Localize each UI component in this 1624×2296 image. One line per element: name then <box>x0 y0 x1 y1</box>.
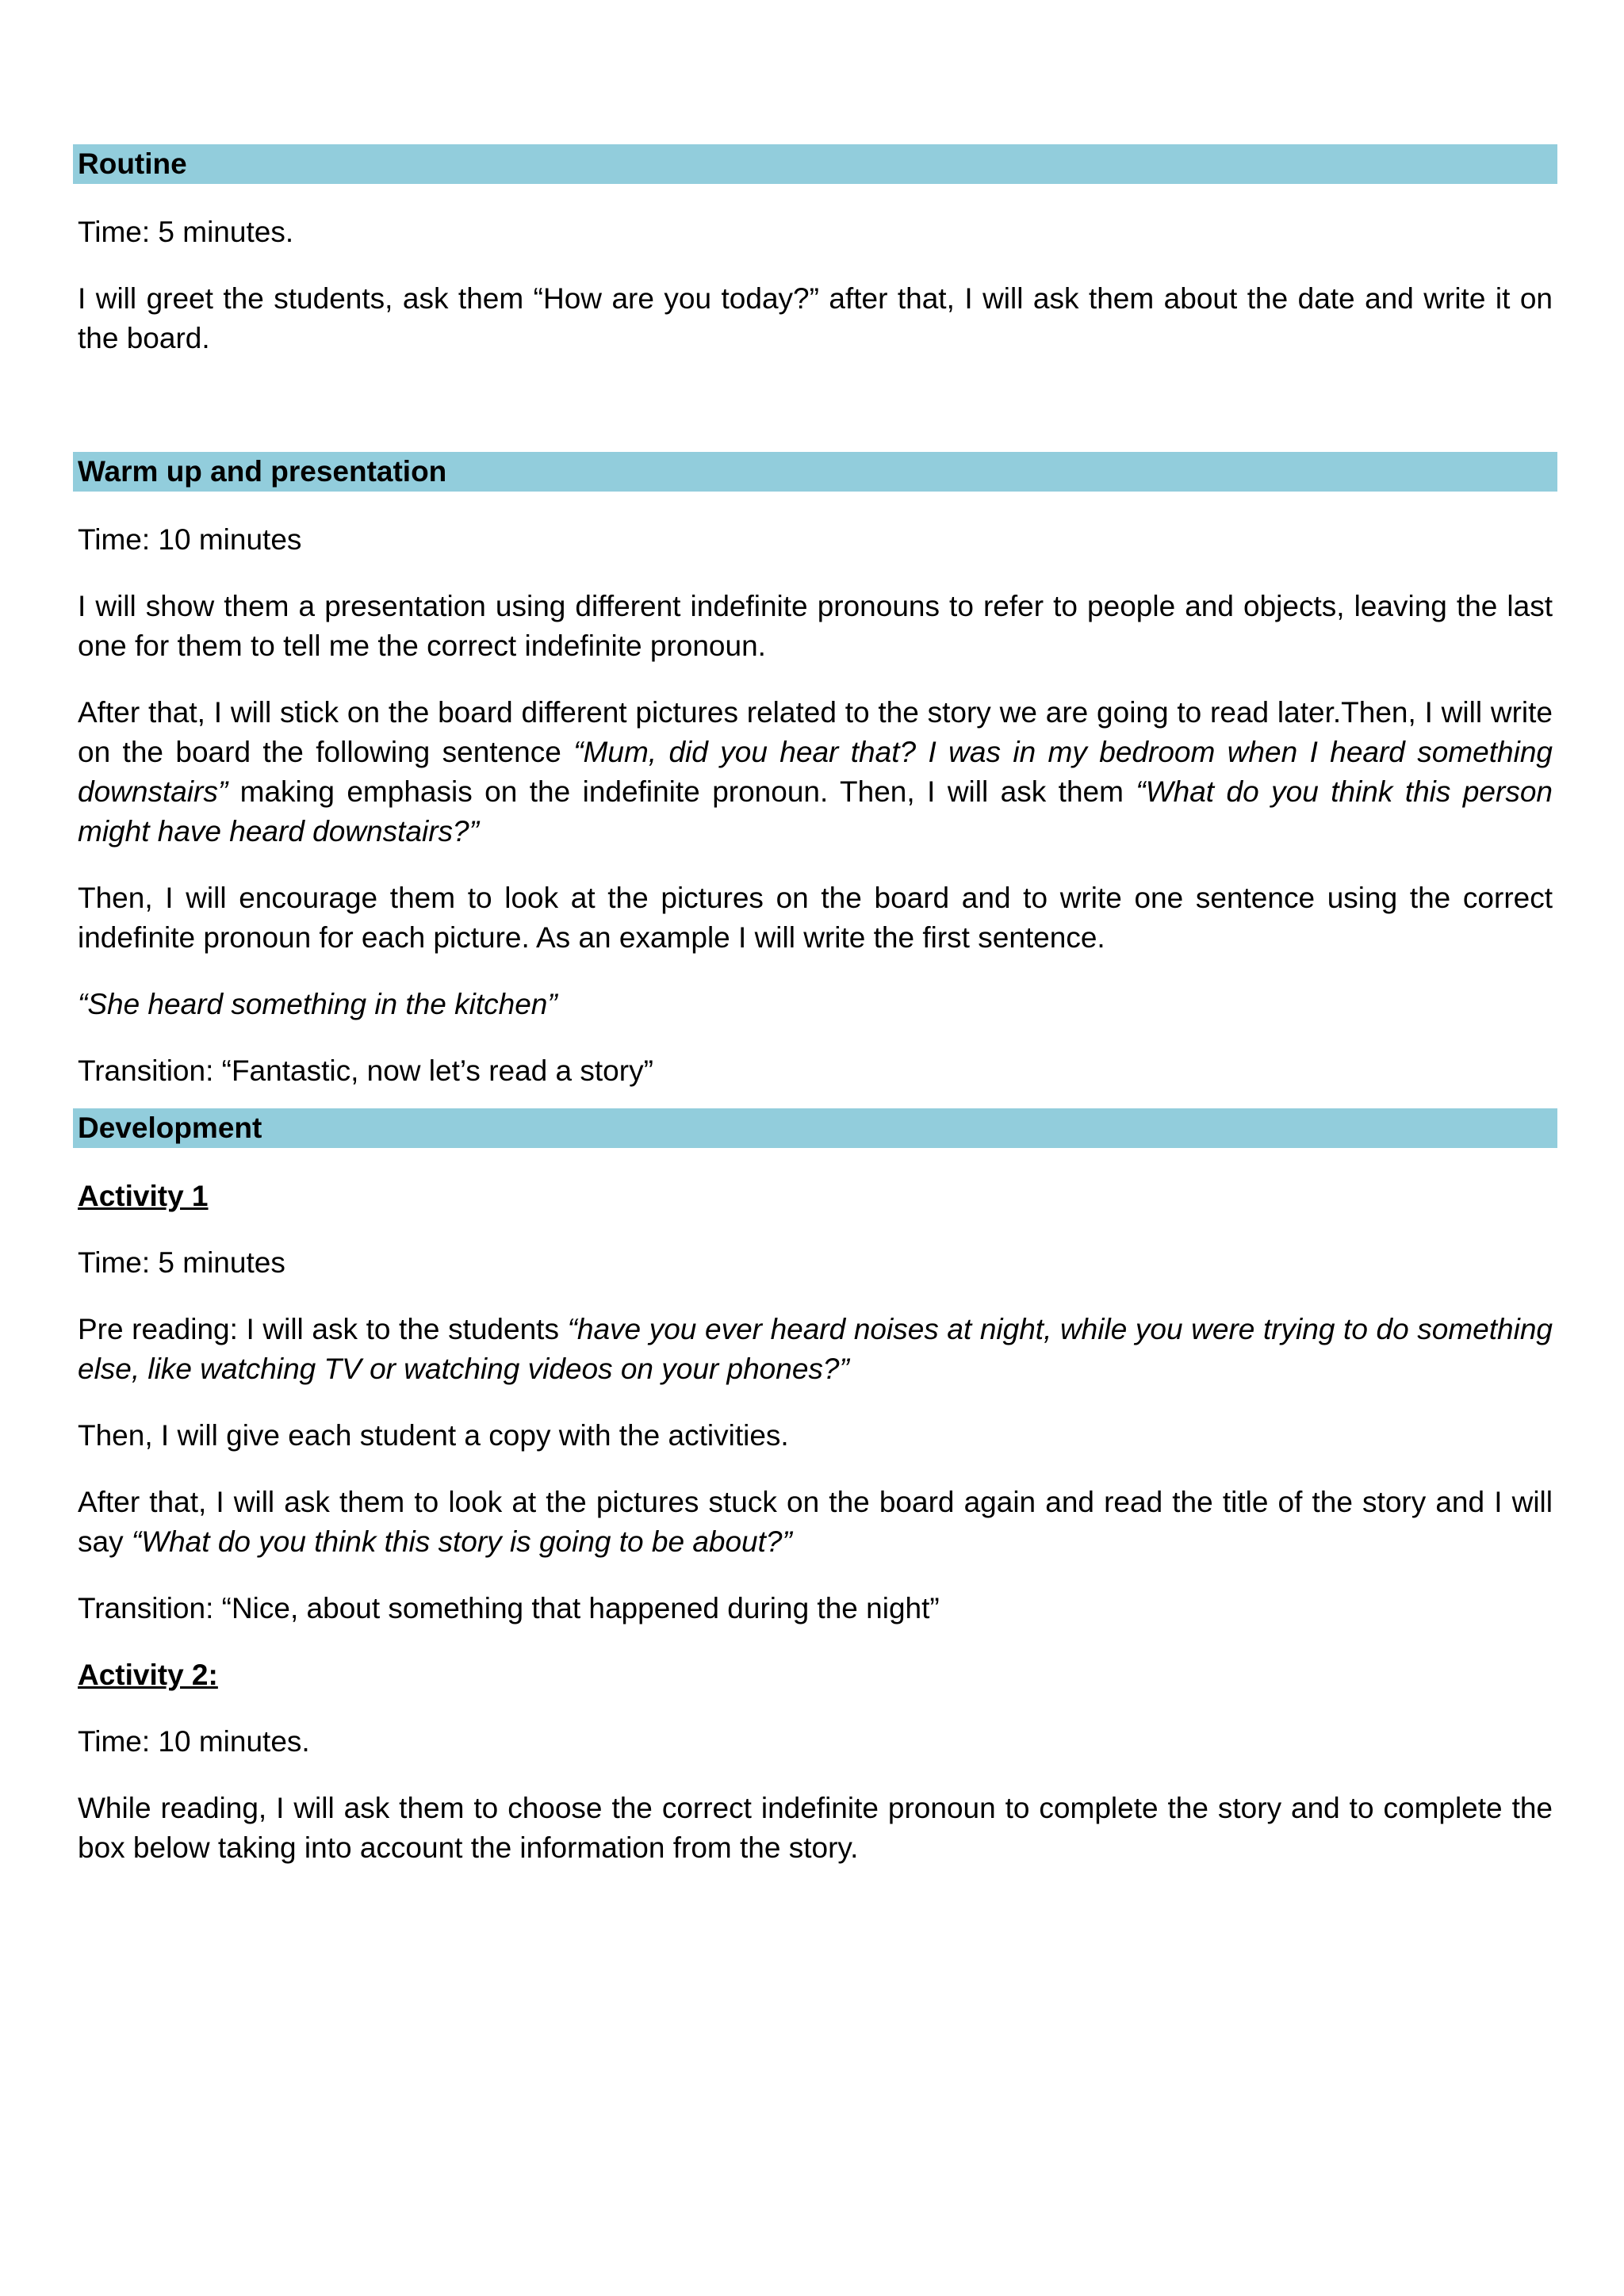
activity-2-title <box>78 1655 1553 1695</box>
activity-1-prereading-quote: “have you ever heard noises at night, while you were trying to do something else, like watching TV or watching videos on your phones?” <box>78 1313 1553 1385</box>
routine-time: Time: 5 minutes. <box>78 216 294 248</box>
activity-2-time: Time: 10 minutes. <box>78 1725 310 1758</box>
warmup-example-text: “She heard something in the kitchen” <box>78 988 557 1020</box>
activity-1-pictures-paragraph <box>78 1483 1553 1562</box>
activity-2-paragraph: While reading, I will ask them to choose the correct indefinite pronoun to complete the story and to complete the box below taking into account the information from the story. <box>78 1792 1553 1864</box>
section-spacer <box>73 385 1557 452</box>
activity-1-pictures-quote: “What do you think this story is going to be about?” <box>131 1525 792 1558</box>
warmup-p2-text-c: making emphasis on the indefinite pronoun. Then, I will ask them <box>228 775 1136 808</box>
warmup-paragraph-3: Then, I will encourage them to look at the pictures on the board and to write one sentence using the correct indefinite pronoun for each picture. As an example I will write the first sentence. <box>78 882 1553 954</box>
activity-1-prereading <box>78 1310 1553 1389</box>
routine-heading: Routine <box>73 144 1557 184</box>
warmup-time: Time: 10 minutes <box>78 523 302 556</box>
development-heading: Development <box>73 1108 1557 1148</box>
activity-2-title-text: Activity 2: <box>78 1659 218 1691</box>
warmup-p2-quote-2: “What do you think this person might have heard downstairs?” <box>78 775 1553 848</box>
activity-1-copy-paragraph: Then, I will give each student a copy with the activities. <box>78 1419 789 1452</box>
warmup-example-sentence <box>78 985 1553 1024</box>
warmup-p2-text-a: After that, I will stick on the board different pictures related to the story we are going to read later.Then, I will write on the board the following sentence <box>78 696 1553 768</box>
warmup-heading: Warm up and presentation <box>73 452 1557 492</box>
routine-body: I will greet the students, ask them “How are you today?” after that, I will ask them about the date and write it on the board. <box>78 282 1553 354</box>
activity-1-title <box>78 1177 1553 1216</box>
activity-1-prereading-text: Pre reading: I will ask to the students <box>78 1313 568 1345</box>
activity-1-title-text: Activity 1 <box>78 1180 209 1212</box>
warmup-transition: Transition: “Fantastic, now let’s read a story” <box>78 1054 653 1087</box>
warmup-paragraph-2 <box>78 693 1553 851</box>
activity-1-transition: Transition: “Nice, about something that happened during the night” <box>78 1592 940 1624</box>
activity-1-time: Time: 5 minutes <box>78 1246 285 1279</box>
activity-1-pictures-text: After that, I will ask them to look at the pictures stuck on the board again and read the title of the story and I will say <box>78 1486 1553 1558</box>
warmup-p2-quote-1: “Mum, did you hear that? I was in my bedroom when I heard something downstairs” <box>78 736 1553 808</box>
warmup-paragraph-1: I will show them a presentation using different indefinite pronouns to refer to people and objects, leaving the last one for them to tell me the correct indefinite pronoun. <box>78 590 1553 662</box>
lesson-plan-page <box>73 144 1557 1895</box>
